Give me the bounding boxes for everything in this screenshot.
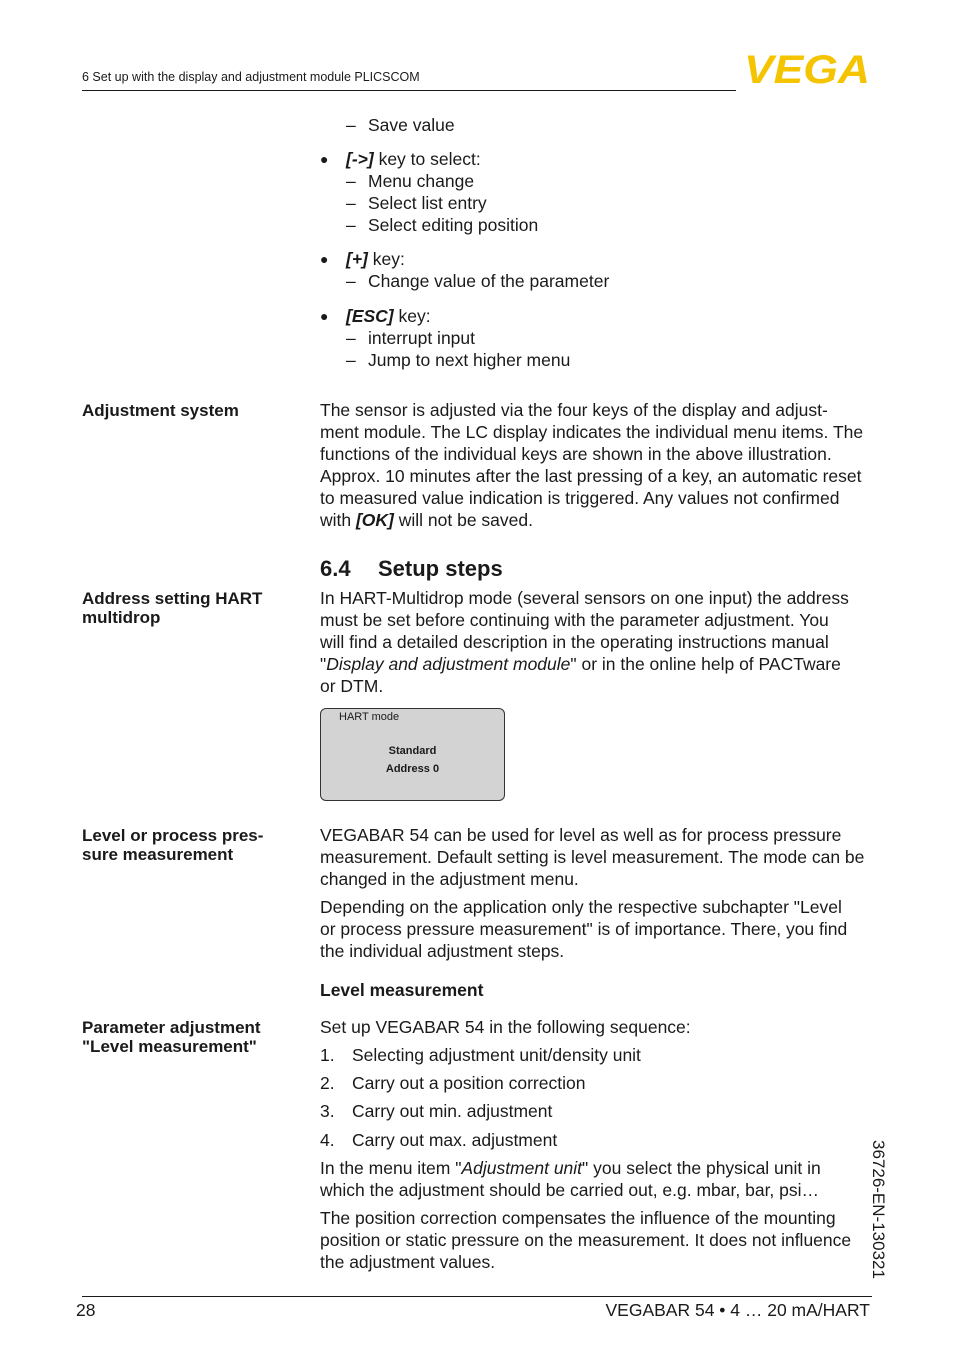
list-item: – Save value xyxy=(346,115,455,135)
footer-product: VEGABAR 54 • 4 … 20 mA/HART xyxy=(605,1300,870,1320)
hart-text: In HART-Multidrop mode (several sensors on one input) the address must be set before continuing with the parameter adjustment. You will find a detailed description in the operating instructions manual "Display and adjustment module" or in the online help of PACTware or DTM. xyxy=(320,588,849,696)
bullet-icon: ● xyxy=(320,308,329,324)
bullet-icon: ● xyxy=(320,151,329,167)
bullet-icon: ● xyxy=(320,251,329,267)
list-item: – Select list entry xyxy=(346,193,487,213)
lcd-title: HART mode xyxy=(339,711,400,723)
list-item: 4. Carry out max. adjustment xyxy=(320,1130,558,1150)
level-pressure-para-1: VEGABAR 54 can be used for level as well as for process pressure measurement. Default setting is level measurement. The mode can be changed in the adjustment menu. xyxy=(320,825,865,889)
bullet-plus-key: ● [+] key: xyxy=(320,249,405,269)
lcd-display xyxy=(320,708,505,801)
list-item: – Change value of the parameter xyxy=(346,271,610,291)
bullet-esc-key: ● [ESC] key: xyxy=(320,306,431,326)
list-item: – interrupt input xyxy=(346,328,476,348)
bullet-arrow-key: ● [->] key to select: xyxy=(320,149,481,169)
list-item: 1. Selecting adjustment unit/density unit xyxy=(320,1045,641,1065)
position-correction-text: The position correction compensates the influence of the mounting position or static pressure on the measurement. It does not influence the adjustment values. xyxy=(320,1208,852,1272)
sequence-intro: Set up VEGABAR 54 in the following sequence: xyxy=(320,1017,691,1037)
margin-label-hart: Address setting HART multidrop xyxy=(82,589,263,627)
subheading-level-measurement: Level measurement xyxy=(320,980,484,1000)
list-item: – Select editing position xyxy=(346,215,539,235)
margin-label-parameter-adjustment: Parameter adjustment "Level measurement" xyxy=(82,1018,261,1056)
lcd-line-1: Standard xyxy=(388,745,437,757)
list-item: – Jump to next higher menu xyxy=(346,350,571,370)
list-item: 3. Carry out min. adjustment xyxy=(320,1101,553,1121)
adjustment-system-text: The sensor is adjusted via the four keys of the display and adjust- ment module. The LC display indicates the individual menu items. The functions of the individual keys are shown in the above illustration. Approx. 10 minutes after the last pressing of a key, an automatic reset to measured value indication is triggered. Any values not confirmed with [OK] will not be saved. xyxy=(320,400,864,530)
header-chapter: 6 Set up with the display and adjustment module PLICSCOM xyxy=(82,70,420,84)
lcd-line-2: Address 0 xyxy=(385,763,440,775)
section-heading: 6.4 Setup steps xyxy=(320,556,503,581)
list-item: 2. Carry out a position correction xyxy=(320,1073,586,1093)
footer-rule xyxy=(82,1296,872,1297)
level-pressure-para-2: Depending on the application only the respective subchapter "Level or process pressure measurement" is of importance. There, you find the individual adjustment steps. xyxy=(320,897,848,961)
header-rule xyxy=(82,90,736,91)
list-item: – Menu change xyxy=(346,171,475,191)
margin-label-level-pressure: Level or process pres- sure measurement xyxy=(82,826,264,864)
adjustment-unit-text: In the menu item "Adjustment unit" you select the physical unit in which the adjustment should be carried out, e.g. mbar, bar, psi… xyxy=(320,1158,821,1200)
margin-label-adjustment-system: Adjustment system xyxy=(82,401,239,420)
document-id: 36726-EN-130321 xyxy=(869,1140,888,1279)
vega-logo xyxy=(742,50,872,86)
logo-text: VEGA xyxy=(744,50,870,86)
page-number: 28 xyxy=(76,1300,96,1320)
